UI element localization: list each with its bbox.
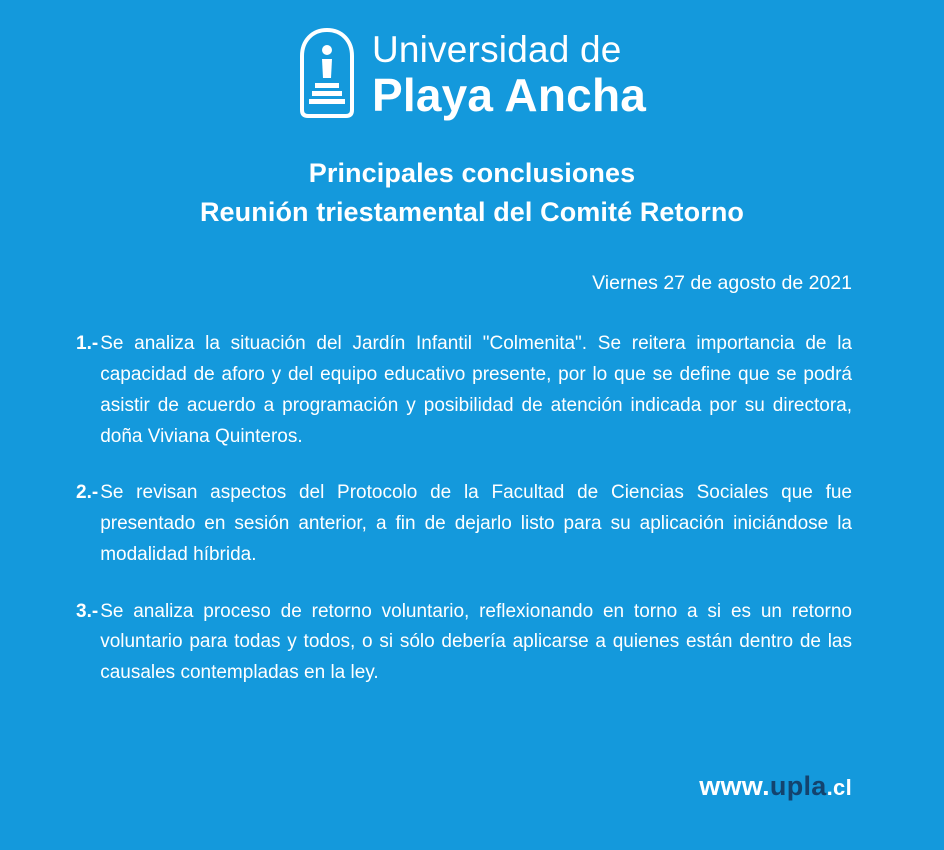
title-primary: Principales conclusiones [308,158,636,188]
list-item-number: 3.- [76,600,99,622]
brand-line-1: Universidad de [371,28,622,70]
brand-wordmark [371,28,647,121]
website-footer[interactable] [699,771,852,802]
website-brand: upla [769,771,827,801]
page-title [0,154,944,232]
list-item-number: 1.- [76,333,99,355]
list-item-text: Se analiza proceso de retorno voluntario, reflexionando en torno a si es un retorno voluntario para todas y todos, o si sólo debería aplicarse a quienes están dentro de las causales contempladas en la ley. [100,600,852,684]
website-prefix: www. [699,771,770,801]
list-item [76,329,852,452]
meeting-date: Viernes 27 de agosto de 2021 [592,272,852,295]
list-item-text: Se analiza la situación del Jardín Infantil "Colmenita". Se reitera importancia de la capacidad de aforo y del equipo educativo presente, por lo que se define que se podrá asistir de acuerdo a programación y posibilidad de atención indicada por su directora, doña Viviana Quinteros. [100,333,852,447]
conclusions-list [0,329,944,689]
website-tld: .cl [826,775,852,800]
brand-line-2: Playa Ancha [371,68,647,121]
list-item-number: 2.- [76,482,99,504]
brand-header [0,0,944,120]
upla-lighthouse-shield-icon [298,28,356,120]
list-item [76,478,852,570]
list-item-text: Se revisan aspectos del Protocolo de la Facultad de Ciencias Sociales que fue presentado en sesión anterior, a fin de dejarlo listo para su aplicación iniciándose la modalidad híbrida. [100,482,852,565]
title-secondary: Reunión triestamental del Comité Retorno [199,197,745,228]
list-item [76,597,852,689]
